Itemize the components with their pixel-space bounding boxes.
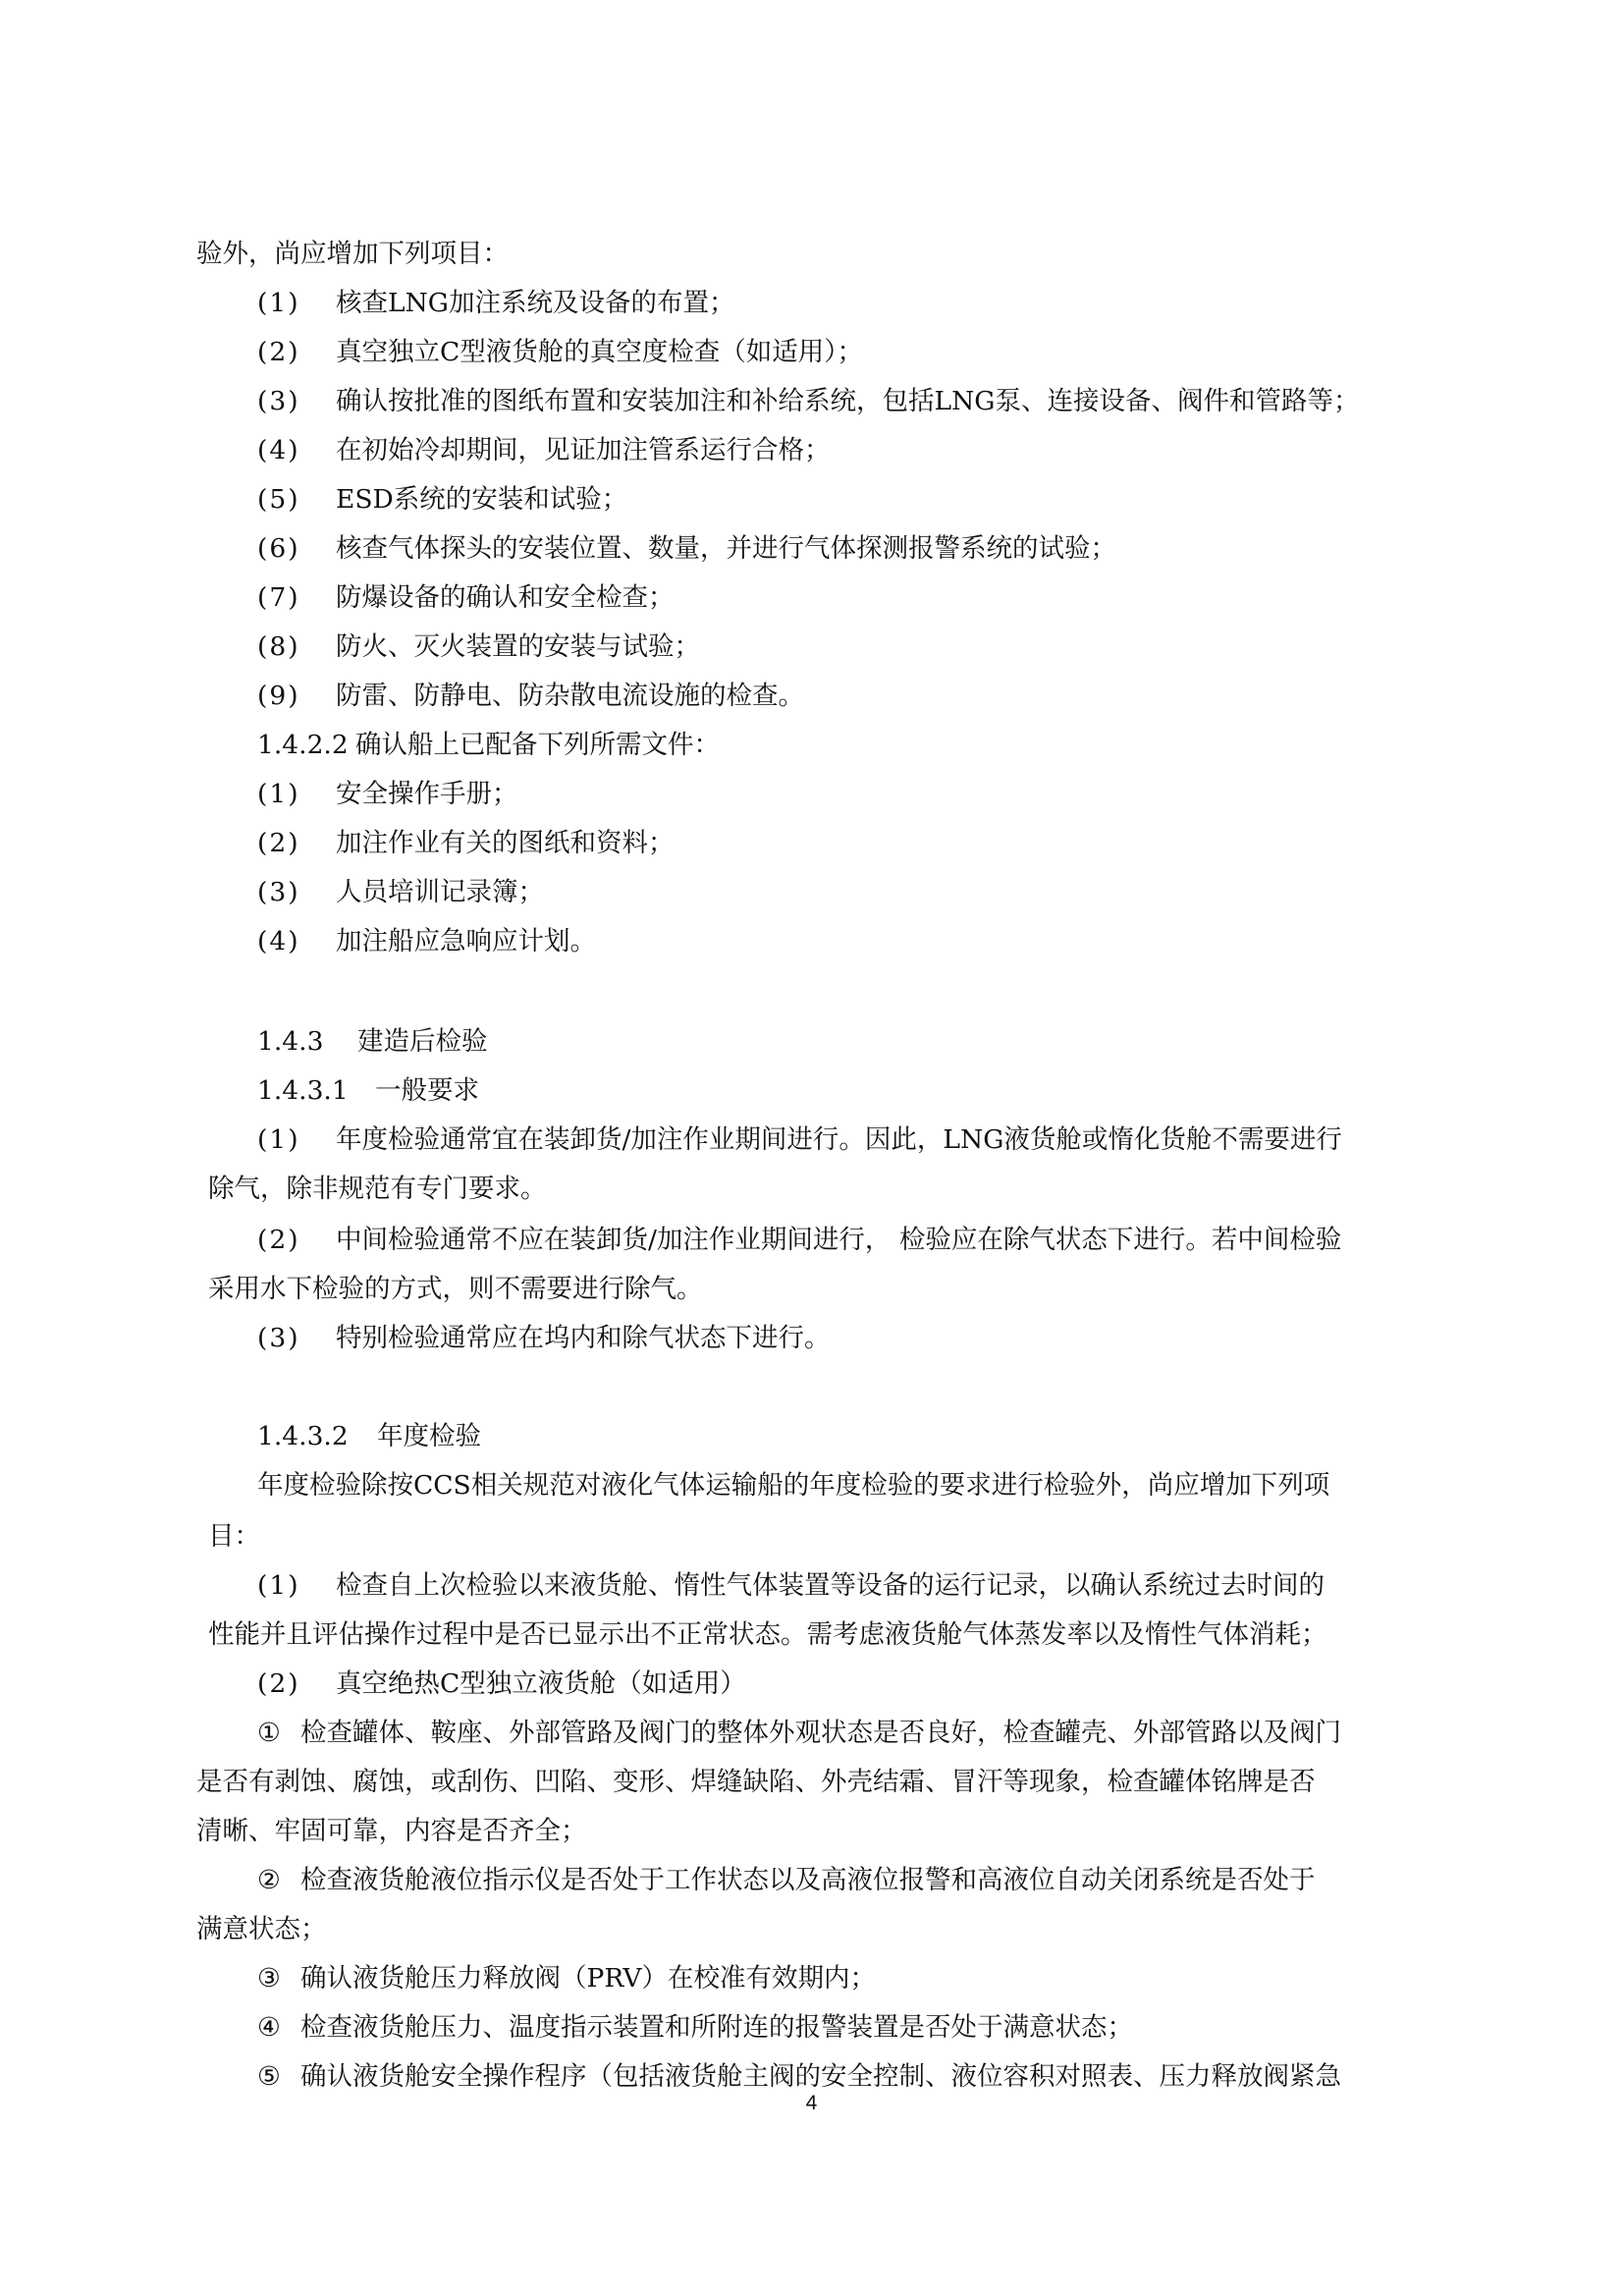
list-item: (1) 安全操作手册； xyxy=(257,779,518,809)
section-number: 1.4.2.2 xyxy=(257,730,349,760)
list-item: ② 检查液货舱液位指示仪是否处于工作状态以及高液位报警和高液位自动关闭系统是否处于 xyxy=(257,1865,1316,1895)
list-item: (1) 检查自上次检验以来液货舱、惰性气体装置等设备的运行记录，以确认系统过去时间的 xyxy=(257,1570,1325,1601)
text-line: 满意状态； xyxy=(196,1914,327,1944)
item-number: (7) xyxy=(257,582,300,613)
item-number: (6) xyxy=(257,533,300,564)
item-number: (2) xyxy=(257,1668,300,1699)
text-line: 除气，除非规范有专门要求。 xyxy=(208,1174,547,1204)
subsection-heading: 1.4.3.1 一般要求 xyxy=(257,1075,479,1106)
text-line: 采用水下检验的方式，则不需要进行除气。 xyxy=(208,1274,703,1304)
list-item: (7) 防爆设备的确认和安全检查； xyxy=(257,582,675,613)
list-item: (3) 确认按批准的图纸布置和安装加注和补给系统，包括LNG泵、连接设备、阀件和管路等； xyxy=(257,386,1360,416)
list-item: (3) 特别检验通常应在坞内和除气状态下进行。 xyxy=(257,1323,831,1353)
text-line: 是否有剥蚀、腐蚀，或刮伤、凹陷、变形、焊缝缺陷、外壳结霜、冒汗等现象，检查罐体铭牌是否 xyxy=(196,1767,1316,1797)
list-item: (2) 中间检验通常不应在装卸货/加注作业期间进行， 检验应在除气状态下进行。若中间检验 xyxy=(257,1225,1342,1255)
text-line: 性能并且评估操作过程中是否已显示出不正常状态。需考虑液货舱气体蒸发率以及惰性气体消耗； xyxy=(208,1619,1327,1650)
list-item: ④ 检查液货舱压力、温度指示装置和所附连的报警装置是否处于满意状态； xyxy=(257,2012,1133,2043)
subsection-heading: 1.4.3.2 年度检验 xyxy=(257,1421,481,1451)
list-item: ⑤ 确认液货舱安全操作程序（包括液货舱主阀的安全控制、液位容积对照表、压力释放阀紧急 xyxy=(257,2061,1341,2092)
item-number: (3) xyxy=(257,1323,300,1353)
item-number: ④ xyxy=(257,2012,281,2043)
item-number: (1) xyxy=(257,779,300,809)
item-number: (3) xyxy=(257,386,300,416)
list-item: (4) 在初始冷却期间，见证加注管系运行合格； xyxy=(257,435,831,465)
text-line: 清晰、牢固可靠，内容是否齐全； xyxy=(196,1816,587,1846)
list-item: ① 检查罐体、鞍座、外部管路及阀门的整体外观状态是否良好，检查罐壳、外部管路以及阀门 xyxy=(257,1718,1341,1748)
section-heading: 1.4.3 建造后检验 xyxy=(257,1026,488,1057)
item-number: (5) xyxy=(257,484,300,515)
list-item: (1) 年度检验通常宜在装卸货/加注作业期间进行。因此，LNG液货舱或惰化货舱不需要进行 xyxy=(257,1124,1342,1155)
text-line: 目： xyxy=(208,1521,260,1552)
item-number: (9) xyxy=(257,681,300,711)
item-number: (3) xyxy=(257,877,300,907)
list-item: (2) 真空独立C型液货舱的真空度检查（如适用）； xyxy=(257,337,864,367)
item-number: ⑤ xyxy=(257,2061,281,2092)
item-number: (8) xyxy=(257,631,300,662)
page-number: 4 xyxy=(805,2092,818,2114)
item-number: (4) xyxy=(257,926,300,957)
item-number: (1) xyxy=(257,1124,300,1155)
item-number: ① xyxy=(257,1718,281,1748)
list-item: (9) 防雷、防静电、防杂散电流设施的检查。 xyxy=(257,681,804,711)
item-number: (1) xyxy=(257,1570,300,1601)
list-item: (4) 加注船应急响应计划。 xyxy=(257,926,596,957)
list-item: (8) 防火、灭火装置的安装与试验； xyxy=(257,631,700,662)
list-item: (3) 人员培训记录簿； xyxy=(257,877,544,907)
list-item: (6) 核查气体探头的安装位置、数量，并进行气体探测报警系统的试验； xyxy=(257,533,1116,564)
list-item: (1) 核查LNG加注系统及设备的布置； xyxy=(257,288,735,318)
item-number: (2) xyxy=(257,828,300,858)
item-number: (2) xyxy=(257,1225,300,1255)
text-line: 验外，尚应增加下列项目： xyxy=(196,239,509,269)
section-number: 1.4.3.1 xyxy=(257,1075,349,1106)
section-number: 1.4.3 xyxy=(257,1026,324,1057)
item-number: (4) xyxy=(257,435,300,465)
item-number: (1) xyxy=(257,288,300,318)
text-line: 年度检验除按CCS相关规范对液化气体运输船的年度检验的要求进行检验外，尚应增加下列项 xyxy=(257,1470,1330,1501)
list-item: ③ 确认液货舱压力释放阀（PRV）在校准有效期内； xyxy=(257,1963,876,1994)
list-item: (2) 加注作业有关的图纸和资料； xyxy=(257,828,675,858)
list-item: (5) ESD系统的安装和试验； xyxy=(257,484,628,515)
list-item: (2) 真空绝热C型独立液货舱（如适用） xyxy=(257,1668,746,1699)
subsection-heading: 1.4.2.2 确认船上已配备下列所需文件： xyxy=(257,730,720,760)
item-number: (2) xyxy=(257,337,300,367)
item-number: ③ xyxy=(257,1963,281,1994)
section-number: 1.4.3.2 xyxy=(257,1421,349,1451)
item-number: ② xyxy=(257,1865,281,1895)
